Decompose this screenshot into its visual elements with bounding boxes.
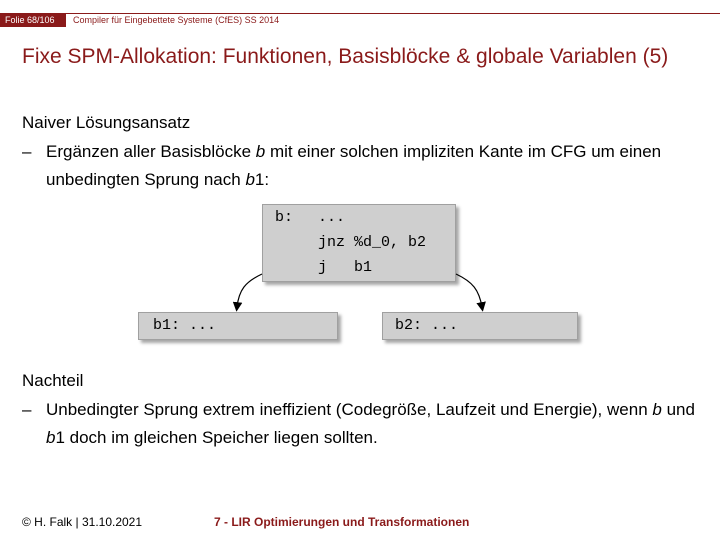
block-b1-label: b1: ... xyxy=(153,317,217,334)
var-b1: b xyxy=(46,428,56,447)
block-b-line-2: jnz %d_0, b2 xyxy=(318,234,427,251)
text-part: und xyxy=(661,400,695,419)
block-b2 xyxy=(382,312,578,340)
block-b-line-3: j b1 xyxy=(318,259,373,276)
text-part: Ergänzen aller Basisblöcke xyxy=(46,142,256,161)
bullet-drawback xyxy=(22,396,702,452)
bullet-dash: – xyxy=(22,142,32,161)
block-b1 xyxy=(138,312,338,340)
text-part: 1: xyxy=(254,170,270,189)
text-part: Unbedingter Sprung extrem ineffizient (Codegröße, Laufzeit und Energie), wenn xyxy=(46,400,653,419)
slide-number: Folie 68/106 xyxy=(0,13,66,27)
block-b2-label: b2: ... xyxy=(395,317,459,334)
text-part: mit einer solchen impliziten Kante im CFG um einen unbedingten Sprung nach xyxy=(46,142,662,189)
edge-to-b1 xyxy=(237,274,262,307)
bullet-dash: – xyxy=(22,400,32,419)
section-heading-drawback: Nachteil xyxy=(22,371,84,390)
bullet-text xyxy=(46,396,706,452)
edge-to-b2 xyxy=(456,274,482,307)
section-heading-naive-approach: Naiver Lösungsansatz xyxy=(22,113,191,132)
slide-title: Fixe SPM-Allokation: Funktionen, Basisblöcke & globale Variablen (5) xyxy=(22,45,669,68)
var-b1: b xyxy=(245,170,255,189)
var-b: b xyxy=(255,142,266,161)
text-part: 1 doch im gleichen Speicher liegen sollten. xyxy=(55,428,378,447)
footer-author-date: © H. Falk | 31.10.2021 xyxy=(22,515,143,529)
block-b-label: b: xyxy=(275,209,294,226)
var-b: b xyxy=(652,400,662,419)
course-title: Compiler für Eingebettete Systeme (CfES) SS 2014 xyxy=(73,15,280,25)
block-b-line-1: ... xyxy=(318,209,346,226)
footer-chapter: 7 - LIR Optimierungen und Transformationen xyxy=(214,515,470,529)
